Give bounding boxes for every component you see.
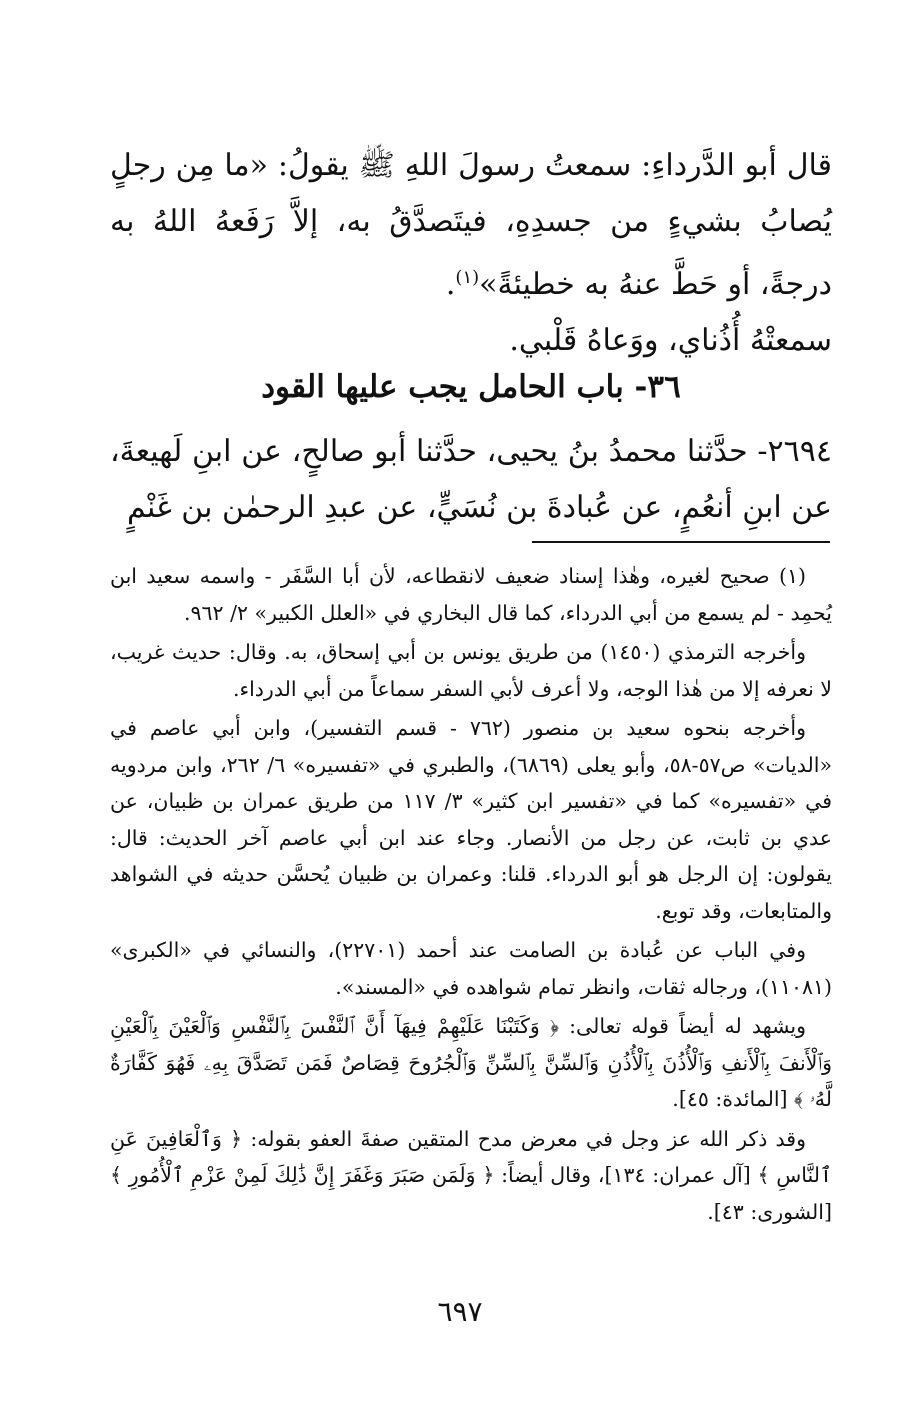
- main-text: [110, 138, 832, 369]
- hadith-text: [110, 424, 832, 536]
- footnote-divider: [532, 541, 830, 543]
- main-paragraph-1: [110, 138, 832, 313]
- footnote-paragraph: وأخرجه بنحوه سعيد بن منصور (٧٦٢ - قسم التفسير)، وابن أبي عاصم في «الديات» ص٥٧-٥٨، وأبو يعلى (٦٨٦٩)، والطبري في «تفسيره» ٦/ ٢٦٢، وابن مردويه في «تفسيره» كما في «تفسير ابن كثير» ٣/ ١١٧ من طريق عمران بن ظبيان، عن عدي بن ثابت، عن رجل من الأنصار. وجاء عند ابن أبي عاصم آخر الحديث: قال: يقولون: إن الرجل هو أبو الدرداء. قلنا: وعمران بن ظبيان يُحسَّن حديثه في الشواهد والمتابعات، وقد توبع.: [110, 716, 832, 923]
- footnotes: [110, 558, 832, 1233]
- hadith-paragraph: ٢٦٩٤- حدَّثنا محمدُ بنُ يحيى، حدَّثنا أبو صالحٍ، عن ابنِ لَهيعةَ، عن ابنِ أنعُمٍ، عن عُبادةَ بن نُسَيٍّ، عن عبدِ الرحمٰن بن غَنْمٍ: [110, 434, 832, 525]
- page-number: ٦٩٧: [437, 1295, 483, 1328]
- footnote-paragraph: وفي الباب عن عُبادة بن الصامت عند أحمد (٢٢٧٠١)، والنسائي في «الكبرى» (١١٠٨١)، ورجاله ثقات، وانظر تمام شواهده في «المسند».: [110, 938, 832, 999]
- footnote-marker: (١): [455, 267, 480, 288]
- footnote-paragraph: وأخرجه الترمذي (١٤٥٠) من طريق يونس بن أبي إسحاق، به. وقال: حديث غريب، لا نعرفه إلا من هٰذا الوجه، ولا أعرف لأبي السفر سماعاً من أبي الدرداء.: [110, 640, 832, 701]
- main-paragraph-2: سمعتْهُ أُذُناي، ووَعاهُ قَلْبي.: [509, 323, 832, 358]
- chapter-heading: ٣٦- باب الحامل يجب عليها القود: [261, 369, 681, 405]
- main-paragraph-1-end: .: [445, 267, 456, 302]
- main-paragraph-1-text: قال أبو الدَّرداءِ: سمعتُ رسولَ اللهِ ﷺ يقولُ: «ما مِن رجلٍ يُصابُ بشيءٍ من جسدِهِ، فيتَصدَّقُ به، إلاَّ رَفَعهُ اللهُ به درجةً، أو حَطَّ عنهُ به خطيئةً»: [110, 148, 832, 302]
- footnote-paragraph: ويشهد له أيضاً قوله تعالى: ﴿ وَكَتَبْنَا عَلَيْهِمْ فِيهَآ أَنَّ ٱلنَّفْسَ بِٱلنَّفْسِ وَٱلْعَيْنَ بِٱلْعَيْنِ وَٱلْأَنفَ بِٱلْأَنفِ وَٱلْأُذُنَ بِٱلْأُذُنِ وَٱلسِّنَّ بِٱلسِّنِّ وَٱلْجُرُوحَ قِصَاصٌ فَمَن تَصَدَّقَ بِهِۦ فَهُوَ كَفَّارَةٌ لَّهُۥ ﴾ [المائدة: ٤٥].: [110, 1014, 832, 1111]
- footnote-paragraph: وقد ذكر الله عز وجل في معرض مدح المتقين صفةَ العفو بقوله: ﴿ وَٱلْعَافِينَ عَنِ ٱلنَّاسِ ﴾ [آل عمران: ١٣٤]، وقال أيضاً: ﴿ وَلَمَن صَبَرَ وَغَفَرَ إِنَّ ذَٰلِكَ لَمِنْ عَزْمِ ٱلْأُمُورِ ﴾ [الشورى: ٤٣].: [110, 1126, 832, 1224]
- footnote-paragraph: (١) صحيح لغيره، وهٰذا إسناد ضعيف لانقطاعه، لأن أبا السَّفَر - واسمه سعيد ابن يُحمِد - لم يسمع من أبي الدرداء، كما قال البخاري في «العلل الكبير» ٢/ ٩٦٢.: [110, 564, 832, 625]
